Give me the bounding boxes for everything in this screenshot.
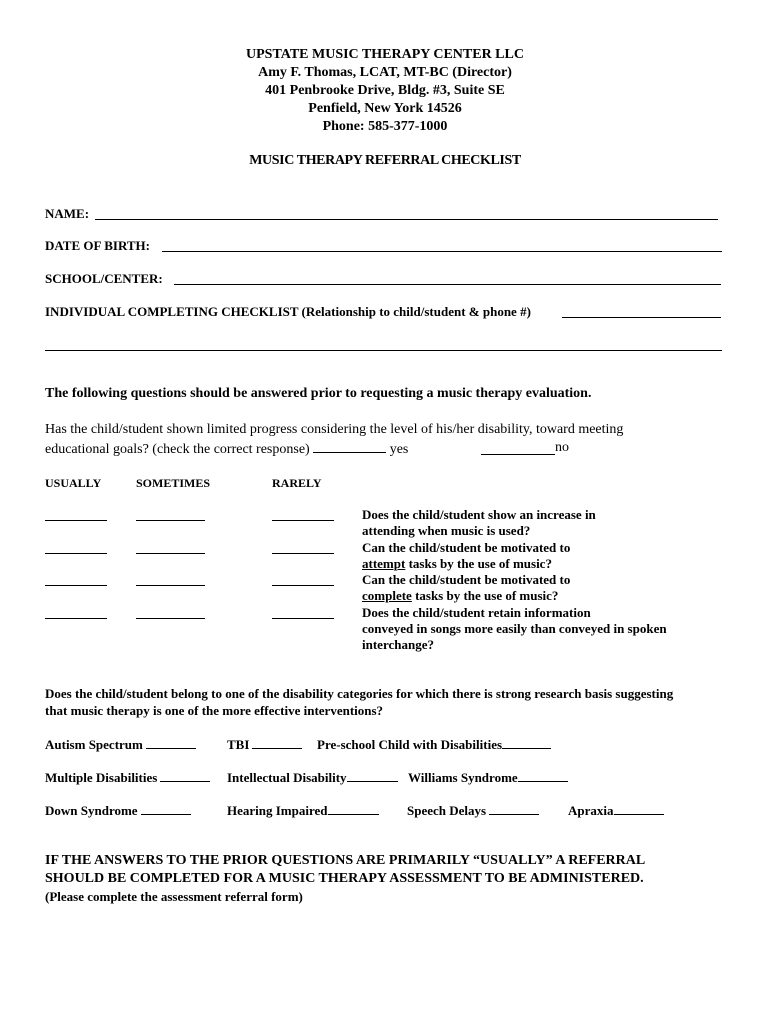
director-line: Amy F. Thomas, LCAT, MT-BC (Director) bbox=[258, 65, 512, 80]
category-tbi bbox=[227, 736, 302, 753]
category-down-syndrome bbox=[45, 802, 191, 819]
q3-sometimes-blank[interactable] bbox=[136, 573, 205, 586]
q2-rarely-blank[interactable] bbox=[272, 541, 334, 554]
progress-question-line2 bbox=[45, 440, 408, 458]
phone-line: Phone: 585-377-1000 bbox=[322, 119, 448, 134]
category-label: TBI bbox=[227, 737, 250, 752]
multiple-disabilities-blank[interactable] bbox=[160, 769, 210, 782]
category-label: Intellectual Disability bbox=[227, 770, 347, 785]
apraxia-blank[interactable] bbox=[614, 802, 664, 815]
org-name: UPSTATE MUSIC THERAPY CENTER LLC bbox=[246, 47, 524, 62]
category-label: Apraxia bbox=[568, 803, 614, 818]
individual-field-continued[interactable] bbox=[45, 338, 722, 351]
preschool-blank[interactable] bbox=[502, 736, 551, 749]
q4-rarely-blank[interactable] bbox=[272, 606, 334, 619]
autism-spectrum-blank[interactable] bbox=[146, 736, 196, 749]
category-label: Pre-school Child with Disabilities bbox=[317, 737, 503, 752]
category-label: Autism Spectrum bbox=[45, 737, 143, 752]
q2-line2-rest: tasks by the use of music? bbox=[405, 556, 552, 571]
category-label: Hearing Impaired bbox=[227, 803, 328, 818]
yes-blank[interactable] bbox=[313, 440, 386, 453]
q2-usually-blank[interactable] bbox=[45, 541, 107, 554]
progress-question-line1: Has the child/student shown limited progress considering the level of his/her disability, toward meeting bbox=[45, 422, 624, 437]
q4-line3: interchange? bbox=[362, 637, 434, 652]
q1-rarely-blank[interactable] bbox=[272, 508, 334, 521]
name-field[interactable] bbox=[95, 207, 718, 220]
speech-delays-blank[interactable] bbox=[489, 802, 539, 815]
q3-rarely-blank[interactable] bbox=[272, 573, 334, 586]
intro-heading: The following questions should be answered prior to requesting a music therapy evaluation. bbox=[45, 386, 592, 401]
q4-line2: conveyed in songs more easily than conveyed in spoken bbox=[362, 621, 667, 636]
williams-syndrome-blank[interactable] bbox=[518, 769, 568, 782]
disability-question-line2: that music therapy is one of the more effective interventions? bbox=[45, 703, 384, 718]
yes-label: yes bbox=[386, 442, 409, 457]
school-label: SCHOOL/CENTER: bbox=[45, 271, 163, 286]
q3-line2-rest: tasks by the use of music? bbox=[411, 588, 559, 603]
q1-usually-blank[interactable] bbox=[45, 508, 107, 521]
category-label: Multiple Disabilities bbox=[45, 770, 158, 785]
q3-usually-blank[interactable] bbox=[45, 573, 107, 586]
no-label: no bbox=[555, 440, 569, 455]
form-title: MUSIC THERAPY REFERRAL CHECKLIST bbox=[249, 153, 521, 168]
q2-line1: Can the child/student be motivated to bbox=[362, 540, 571, 555]
q2-sometimes-blank[interactable] bbox=[136, 541, 205, 554]
category-multiple-disabilities bbox=[45, 769, 210, 786]
category-speech-delays bbox=[407, 802, 539, 819]
no-blank[interactable] bbox=[481, 442, 555, 455]
column-rarely: RARELY bbox=[272, 476, 322, 490]
column-sometimes: SOMETIMES bbox=[136, 476, 211, 490]
name-label: NAME: bbox=[45, 206, 90, 221]
footer-line1: IF THE ANSWERS TO THE PRIOR QUESTIONS ARE PRIMARILY “USUALLY” A REFERRAL bbox=[45, 853, 646, 868]
q3-line1: Can the child/student be motivated to bbox=[362, 572, 571, 587]
q3-emphasis: complete bbox=[362, 588, 412, 603]
category-intellectual-disability bbox=[227, 769, 398, 786]
category-label: Williams Syndrome bbox=[408, 770, 518, 785]
category-williams-syndrome bbox=[408, 769, 568, 786]
address-line-1: 401 Penbrooke Drive, Bldg. #3, Suite SE bbox=[265, 83, 505, 98]
down-syndrome-blank[interactable] bbox=[141, 802, 191, 815]
footer-line2: SHOULD BE COMPLETED FOR A MUSIC THERAPY ASSESSMENT TO BE ADMINISTERED. bbox=[45, 871, 644, 886]
dob-field[interactable] bbox=[162, 239, 722, 252]
q4-sometimes-blank[interactable] bbox=[136, 606, 205, 619]
q2-line2 bbox=[362, 556, 552, 572]
tbi-blank[interactable] bbox=[252, 736, 302, 749]
category-autism-spectrum bbox=[45, 736, 196, 753]
dob-label: DATE OF BIRTH: bbox=[45, 238, 150, 253]
column-usually: USUALLY bbox=[45, 476, 102, 490]
individual-label: INDIVIDUAL COMPLETING CHECKLIST (Relationship to child/student & phone #) bbox=[45, 304, 531, 319]
progress-question-text: educational goals? (check the correct response) bbox=[45, 442, 314, 457]
q3-line2 bbox=[362, 588, 558, 604]
category-preschool bbox=[317, 736, 551, 753]
disability-question-line1: Does the child/student belong to one of the disability categories for which there is strong research basis suggesting bbox=[45, 686, 674, 701]
category-hearing-impaired bbox=[227, 802, 379, 819]
hearing-impaired-blank[interactable] bbox=[328, 802, 379, 815]
school-field[interactable] bbox=[174, 272, 721, 285]
q4-usually-blank[interactable] bbox=[45, 606, 107, 619]
category-label: Speech Delays bbox=[407, 803, 487, 818]
q2-emphasis: attempt bbox=[362, 556, 406, 571]
q1-line1: Does the child/student show an increase in bbox=[362, 507, 596, 522]
category-label: Down Syndrome bbox=[45, 803, 138, 818]
address-line-2: Penfield, New York 14526 bbox=[308, 101, 462, 116]
q1-line2: attending when music is used? bbox=[362, 523, 531, 538]
intellectual-disability-blank[interactable] bbox=[347, 769, 398, 782]
individual-field[interactable] bbox=[562, 305, 721, 318]
category-apraxia bbox=[568, 802, 664, 819]
q1-sometimes-blank[interactable] bbox=[136, 508, 205, 521]
footer-line3: (Please complete the assessment referral form) bbox=[45, 889, 303, 904]
q4-line1: Does the child/student retain information bbox=[362, 605, 591, 620]
